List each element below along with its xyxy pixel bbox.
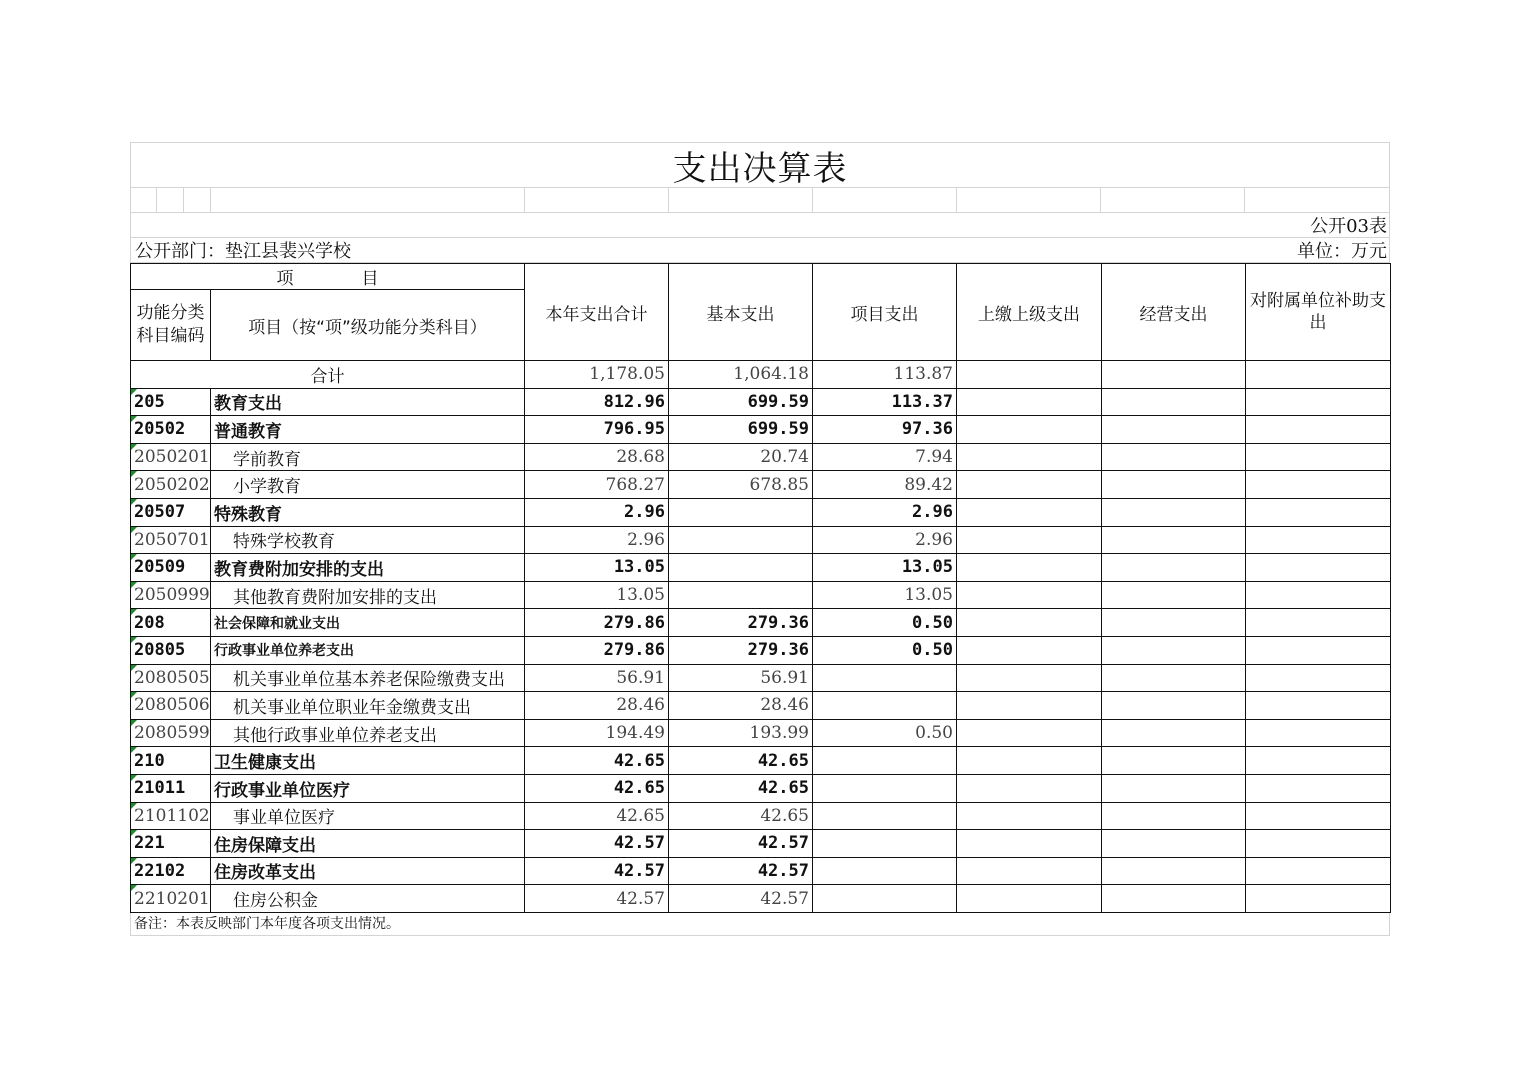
total-business [1102,361,1246,389]
row-name: 事业单位医疗 [211,802,525,830]
row-code: 2080506 [131,692,211,720]
row-code: 210 [131,747,211,775]
row-project [813,857,957,885]
row-basic: 678.85 [669,471,813,499]
row-code: 20502 [131,416,211,444]
row-project [813,830,957,858]
row-subsidy [1246,416,1391,444]
row-code: 2080599 [131,719,211,747]
row-code: 22102 [131,857,211,885]
row-upper [957,609,1102,637]
row-basic: 20.74 [669,443,813,471]
table-row [131,885,1391,913]
row-total: 812.96 [525,388,669,416]
header-subsidy: 对附属单位补助支出 [1246,264,1391,361]
header-basic: 基本支出 [669,264,813,361]
expenditure-table [130,263,1391,913]
row-business [1102,774,1246,802]
row-business [1102,885,1246,913]
row-total: 56.91 [525,664,669,692]
table-row [131,747,1391,775]
row-code: 2050701 [131,526,211,554]
table-row [131,498,1391,526]
row-name: 教育费附加安排的支出 [211,554,525,582]
row-subsidy [1246,498,1391,526]
row-basic: 42.57 [669,885,813,913]
row-subsidy [1246,830,1391,858]
row-name: 行政事业单位医疗 [211,774,525,802]
row-code: 221 [131,830,211,858]
row-project: 0.50 [813,636,957,664]
department-row [130,238,1390,263]
row-basic: 699.59 [669,388,813,416]
table-row [131,581,1391,609]
row-subsidy [1246,581,1391,609]
row-business [1102,581,1246,609]
table-row [131,609,1391,637]
row-upper [957,857,1102,885]
row-business [1102,692,1246,720]
row-code: 2080505 [131,664,211,692]
row-name: 普通教育 [211,416,525,444]
row-business [1102,443,1246,471]
row-project [813,692,957,720]
table-row [131,554,1391,582]
row-upper [957,636,1102,664]
row-project: 0.50 [813,719,957,747]
row-project: 113.37 [813,388,957,416]
row-subsidy [1246,609,1391,637]
row-basic: 193.99 [669,719,813,747]
total-upper [957,361,1102,389]
form-number-row [130,213,1390,238]
row-upper [957,774,1102,802]
row-subsidy [1246,554,1391,582]
row-project: 7.94 [813,443,957,471]
table-row [131,471,1391,499]
row-project: 2.96 [813,498,957,526]
row-basic: 28.46 [669,692,813,720]
row-upper [957,885,1102,913]
row-basic: 56.91 [669,664,813,692]
row-basic: 42.57 [669,857,813,885]
row-total: 2.96 [525,498,669,526]
row-project [813,885,957,913]
row-business [1102,388,1246,416]
total-subsidy [1246,361,1391,389]
row-total: 42.65 [525,802,669,830]
header-upper: 上缴上级支出 [957,264,1102,361]
row-business [1102,747,1246,775]
row-basic [669,554,813,582]
row-total: 28.46 [525,692,669,720]
row-name: 学前教育 [211,443,525,471]
row-code: 2101102 [131,802,211,830]
row-subsidy [1246,692,1391,720]
row-total: 42.57 [525,857,669,885]
header-project: 项目支出 [813,264,957,361]
row-code: 20805 [131,636,211,664]
row-upper [957,554,1102,582]
department-label: 公开部门：垫江县裴兴学校 [135,241,351,262]
row-project [813,664,957,692]
table-row [131,388,1391,416]
row-business [1102,719,1246,747]
table-row [131,443,1391,471]
total-project: 113.87 [813,361,957,389]
row-upper [957,719,1102,747]
row-project: 13.05 [813,581,957,609]
row-business [1102,416,1246,444]
row-name: 其他行政事业单位养老支出 [211,719,525,747]
row-basic: 42.65 [669,774,813,802]
row-basic: 42.57 [669,830,813,858]
row-total: 42.65 [525,774,669,802]
table-row [131,719,1391,747]
total-basic: 1,064.18 [669,361,813,389]
row-code: 2050999 [131,581,211,609]
row-business [1102,526,1246,554]
row-upper [957,830,1102,858]
row-upper [957,471,1102,499]
row-total: 194.49 [525,719,669,747]
row-basic: 279.36 [669,609,813,637]
table-row [131,416,1391,444]
row-business [1102,498,1246,526]
row-basic: 279.36 [669,636,813,664]
row-subsidy [1246,747,1391,775]
row-total: 13.05 [525,581,669,609]
row-subsidy [1246,719,1391,747]
row-business [1102,554,1246,582]
row-project: 89.42 [813,471,957,499]
row-upper [957,388,1102,416]
header-name: 项目（按“项”级功能分类科目） [211,290,525,361]
row-total: 42.57 [525,885,669,913]
row-basic [669,526,813,554]
row-name: 特殊教育 [211,498,525,526]
row-code: 208 [131,609,211,637]
header-item: 项 目 [131,264,525,290]
total-label: 合计 [131,361,525,389]
row-code: 2210201 [131,885,211,913]
row-total: 42.65 [525,747,669,775]
table-row [131,526,1391,554]
row-total: 279.86 [525,609,669,637]
sheet-title: 支出决算表 [130,142,1390,188]
unit-label: 单位：万元 [1297,241,1387,262]
row-basic [669,498,813,526]
row-business [1102,664,1246,692]
row-code: 20509 [131,554,211,582]
row-basic [669,581,813,609]
row-subsidy [1246,664,1391,692]
table-row [131,857,1391,885]
row-name: 机关事业单位基本养老保险缴费支出 [211,664,525,692]
row-project: 97.36 [813,416,957,444]
row-total: 42.57 [525,830,669,858]
row-business [1102,609,1246,637]
row-upper [957,747,1102,775]
row-upper [957,443,1102,471]
row-subsidy [1246,857,1391,885]
total-total: 1,178.05 [525,361,669,389]
row-name: 小学教育 [211,471,525,499]
row-project: 13.05 [813,554,957,582]
row-code: 2050201 [131,443,211,471]
row-subsidy [1246,636,1391,664]
table-row [131,774,1391,802]
row-subsidy [1246,471,1391,499]
row-total: 13.05 [525,554,669,582]
row-name: 住房改革支出 [211,857,525,885]
row-upper [957,802,1102,830]
row-name: 其他教育费附加安排的支出 [211,581,525,609]
row-code: 205 [131,388,211,416]
row-basic: 42.65 [669,802,813,830]
row-name: 住房公积金 [211,885,525,913]
row-subsidy [1246,774,1391,802]
footnote: 备注：本表反映部门本年度各项支出情况。 [130,913,1390,936]
row-project [813,774,957,802]
table-row [131,636,1391,664]
header-code: 功能分类科目编码 [131,290,211,361]
row-upper [957,581,1102,609]
row-business [1102,471,1246,499]
row-project [813,802,957,830]
row-business [1102,802,1246,830]
row-upper [957,692,1102,720]
row-name: 卫生健康支出 [211,747,525,775]
row-upper [957,526,1102,554]
table-row [131,830,1391,858]
row-basic: 699.59 [669,416,813,444]
row-name: 行政事业单位养老支出 [211,636,525,664]
row-name: 特殊学校教育 [211,526,525,554]
row-name: 社会保障和就业支出 [211,609,525,637]
table-row [131,664,1391,692]
row-basic: 42.65 [669,747,813,775]
row-subsidy [1246,443,1391,471]
row-total: 28.68 [525,443,669,471]
row-total: 2.96 [525,526,669,554]
row-total: 279.86 [525,636,669,664]
row-project: 0.50 [813,609,957,637]
total-row [131,361,1391,389]
row-code: 21011 [131,774,211,802]
row-business [1102,636,1246,664]
row-project: 2.96 [813,526,957,554]
expenditure-sheet [130,142,1390,936]
row-name: 住房保障支出 [211,830,525,858]
row-total: 768.27 [525,471,669,499]
header-total: 本年支出合计 [525,264,669,361]
row-subsidy [1246,526,1391,554]
row-code: 20507 [131,498,211,526]
header-business: 经营支出 [1102,264,1246,361]
form-number: 公开03表 [1310,216,1387,237]
row-upper [957,498,1102,526]
row-name: 机关事业单位职业年金缴费支出 [211,692,525,720]
row-business [1102,857,1246,885]
row-subsidy [1246,388,1391,416]
blank-row [130,188,1390,213]
row-total: 796.95 [525,416,669,444]
row-project [813,747,957,775]
table-row [131,692,1391,720]
row-business [1102,830,1246,858]
row-subsidy [1246,885,1391,913]
row-code: 2050202 [131,471,211,499]
row-upper [957,416,1102,444]
row-name: 教育支出 [211,388,525,416]
row-upper [957,664,1102,692]
row-subsidy [1246,802,1391,830]
table-row [131,802,1391,830]
